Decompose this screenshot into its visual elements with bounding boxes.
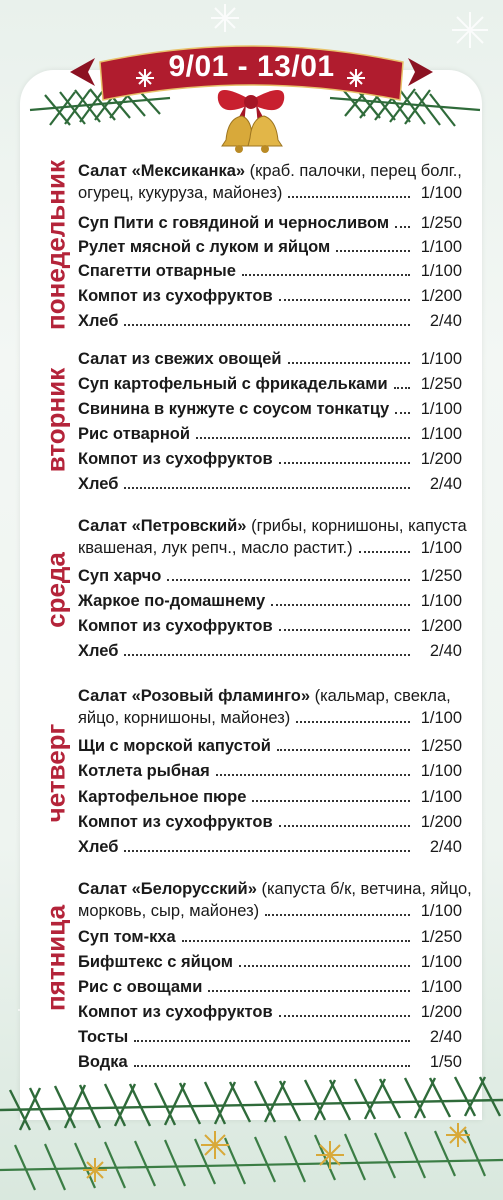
- snowflake-icon: [83, 1158, 107, 1182]
- menu-item: Щи с морской капустой 1/250: [78, 737, 462, 755]
- menu-item: Свинина в кунжуте с соусом тонкатцу 1/100: [78, 400, 462, 418]
- menu-item: Суп том-кха 1/250: [78, 928, 462, 946]
- day-label-wednesday: среда: [40, 552, 71, 628]
- pine-branch-icon: [0, 1130, 503, 1190]
- footer-decoration: [0, 1050, 503, 1200]
- menu-item: Рис отварной 1/100: [78, 425, 462, 443]
- menu-item: Компот из сухофруктов 1/200: [78, 617, 462, 635]
- menu-item: Хлеб 2/40: [78, 475, 462, 493]
- menu-item: Салат «Петровский» (грибы, корнишоны, капуста квашеная, лук репч., масло растит.) 1/100: [78, 517, 467, 557]
- menu-item: Картофельное пюре 1/100: [78, 788, 462, 806]
- menu-item: Компот из сухофруктов 1/200: [78, 813, 462, 831]
- menu-item: Рис с овощами 1/100: [78, 978, 462, 996]
- menu-item: Хлеб 2/40: [78, 838, 462, 856]
- menu-item: Суп картофельный с фрикадельками 1/250: [78, 375, 462, 393]
- menu-item: Жаркое по-домашнему 1/100: [78, 592, 462, 610]
- bell-icon: [248, 116, 282, 153]
- menu-item: Компот из сухофруктов 1/200: [78, 287, 462, 305]
- menu-item: Хлеб 2/40: [78, 642, 462, 660]
- snowflake-icon: [201, 1131, 229, 1159]
- menu-item: Тосты 2/40: [78, 1028, 462, 1046]
- menu-item: Рулет мясной с луком и яйцом 1/100: [78, 238, 462, 256]
- pine-branch-icon: [0, 1077, 503, 1130]
- snowflake-icon: [316, 1141, 344, 1169]
- menu-item: Салат из свежих овощей 1/100: [78, 350, 462, 368]
- menu-item: Салат «Мексиканка» (краб. палочки, перец болг., огурец, кукуруза, майонез) 1/100: [78, 162, 462, 202]
- menu-item: Салат «Белорусский» (капуста б/к, ветчина, яйцо, морковь, сыр, майонез) 1/100: [78, 880, 472, 920]
- day-label-tuesday: вторник: [40, 367, 71, 473]
- bow-icon: [218, 90, 284, 130]
- menu-item: Салат «Розовый фламинго» (кальмар, свекла, яйцо, корнишоны, майонез) 1/100: [78, 687, 462, 727]
- menu-item: Водка 1/50: [78, 1053, 462, 1071]
- date-range-title: 9/01 - 13/01: [168, 50, 335, 83]
- snowflake-icon: [446, 1123, 470, 1147]
- menu-item: Суп Пити с говядиной и черносливом 1/250: [78, 214, 462, 232]
- day-label-thursday: четверг: [40, 723, 71, 822]
- day-label-friday: пятница: [40, 904, 71, 1012]
- menu-item: Суп харчо 1/250: [78, 567, 462, 585]
- day-label-monday: понедельник: [40, 160, 71, 330]
- menu-item: Котлета рыбная 1/100: [78, 762, 462, 780]
- menu-item: Компот из сухофруктов 1/200: [78, 1003, 462, 1021]
- menu-item: Хлеб 2/40: [78, 312, 462, 330]
- menu-item: Спагетти отварные 1/100: [78, 262, 462, 280]
- menu-item: Бифштекс с яйцом 1/100: [78, 953, 462, 971]
- menu-item: Компот из сухофруктов 1/200: [78, 450, 462, 468]
